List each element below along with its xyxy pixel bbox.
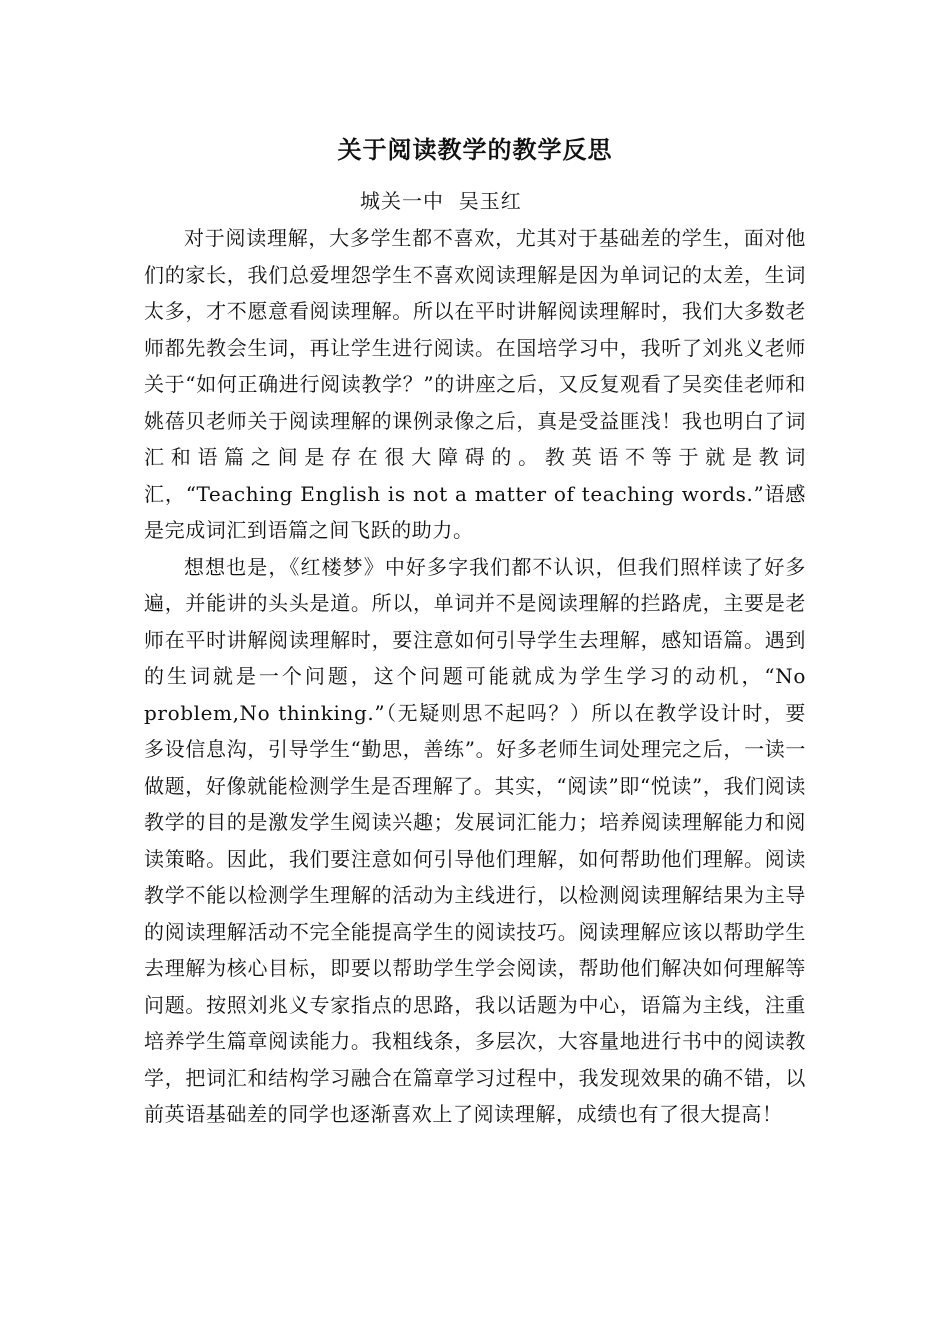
paragraph-2: 想想也是，《红楼梦》中好多字我们都不认识，但我们照样读了好多遍，并能讲的头头是道。所以，单词并不是阅读理解的拦路虎，主要是老师在平时讲解阅读理解时，要注意如何引导学生去理解，感知语篇。遇到的生词就是一个问题，这个问题可能就成为学生学习的动机，“No problem,No thinking.”（无疑则思不起吗？）所以在教学设计时，要多设信息沟，引导学生“勤思，善练”。好多老师生词处理完之后，一读一做题，好像就能检测学生是否理解了。其实，“阅读”即“悦读”，我们阅读教学的目的是激发学生阅读兴趣；发展词汇能力；培养阅读理解能力和阅读策略。因此，我们要注意如何引导他们理解，如何帮助他们理解。阅读教学不能以检测学生理解的活动为主线进行，以检测阅读理解结果为主导的阅读理解活动不完全能提高学生的阅读技巧。阅读理解应该以帮助学生去理解为核心目标，即要以帮助学生学会阅读，帮助他们解决如何理解等问题。按照刘兆义专家指点的思路，我以话题为中心，语篇为主线，注重培养学生篇章阅读能力。我粗线条，多层次，大容量地进行书中的阅读教学，把词汇和结构学习融合在篇章学习过程中，我发现效果的确不错，以前英语基础差的同学也逐渐喜欢上了阅读理解，成绩也有了很大提高！ <box>144 554 806 1126</box>
document-body <box>144 220 806 1133</box>
author-line: 城关一中 吴玉红 <box>360 189 522 213</box>
paragraph-1: 对于阅读理解，大多学生都不喜欢，尤其对于基础差的学生，面对他们的家长，我们总爱埋怨学生不喜欢阅读理解是因为单词记的太差，生词太多，才不愿意看阅读理解。所以在平时讲解阅读理解时，我们大多数老师都先教会生词，再让学生进行阅读。在国培学习中，我听了刘兆义老师关于“如何正确进行阅读教学？”的讲座之后，又反复观看了吴奕佳老师和姚蓓贝老师关于阅读理解的课例录像之后，真是受益匪浅！我也明白了词汇和语篇之间是存在很大障碍的。教英语不等于就是教词汇，“Teaching English is not a matter of teaching words.”语感是完成词汇到语篇之间飞跃的助力。 <box>144 226 806 542</box>
document-title: 关于阅读教学的教学反思 <box>337 135 613 164</box>
